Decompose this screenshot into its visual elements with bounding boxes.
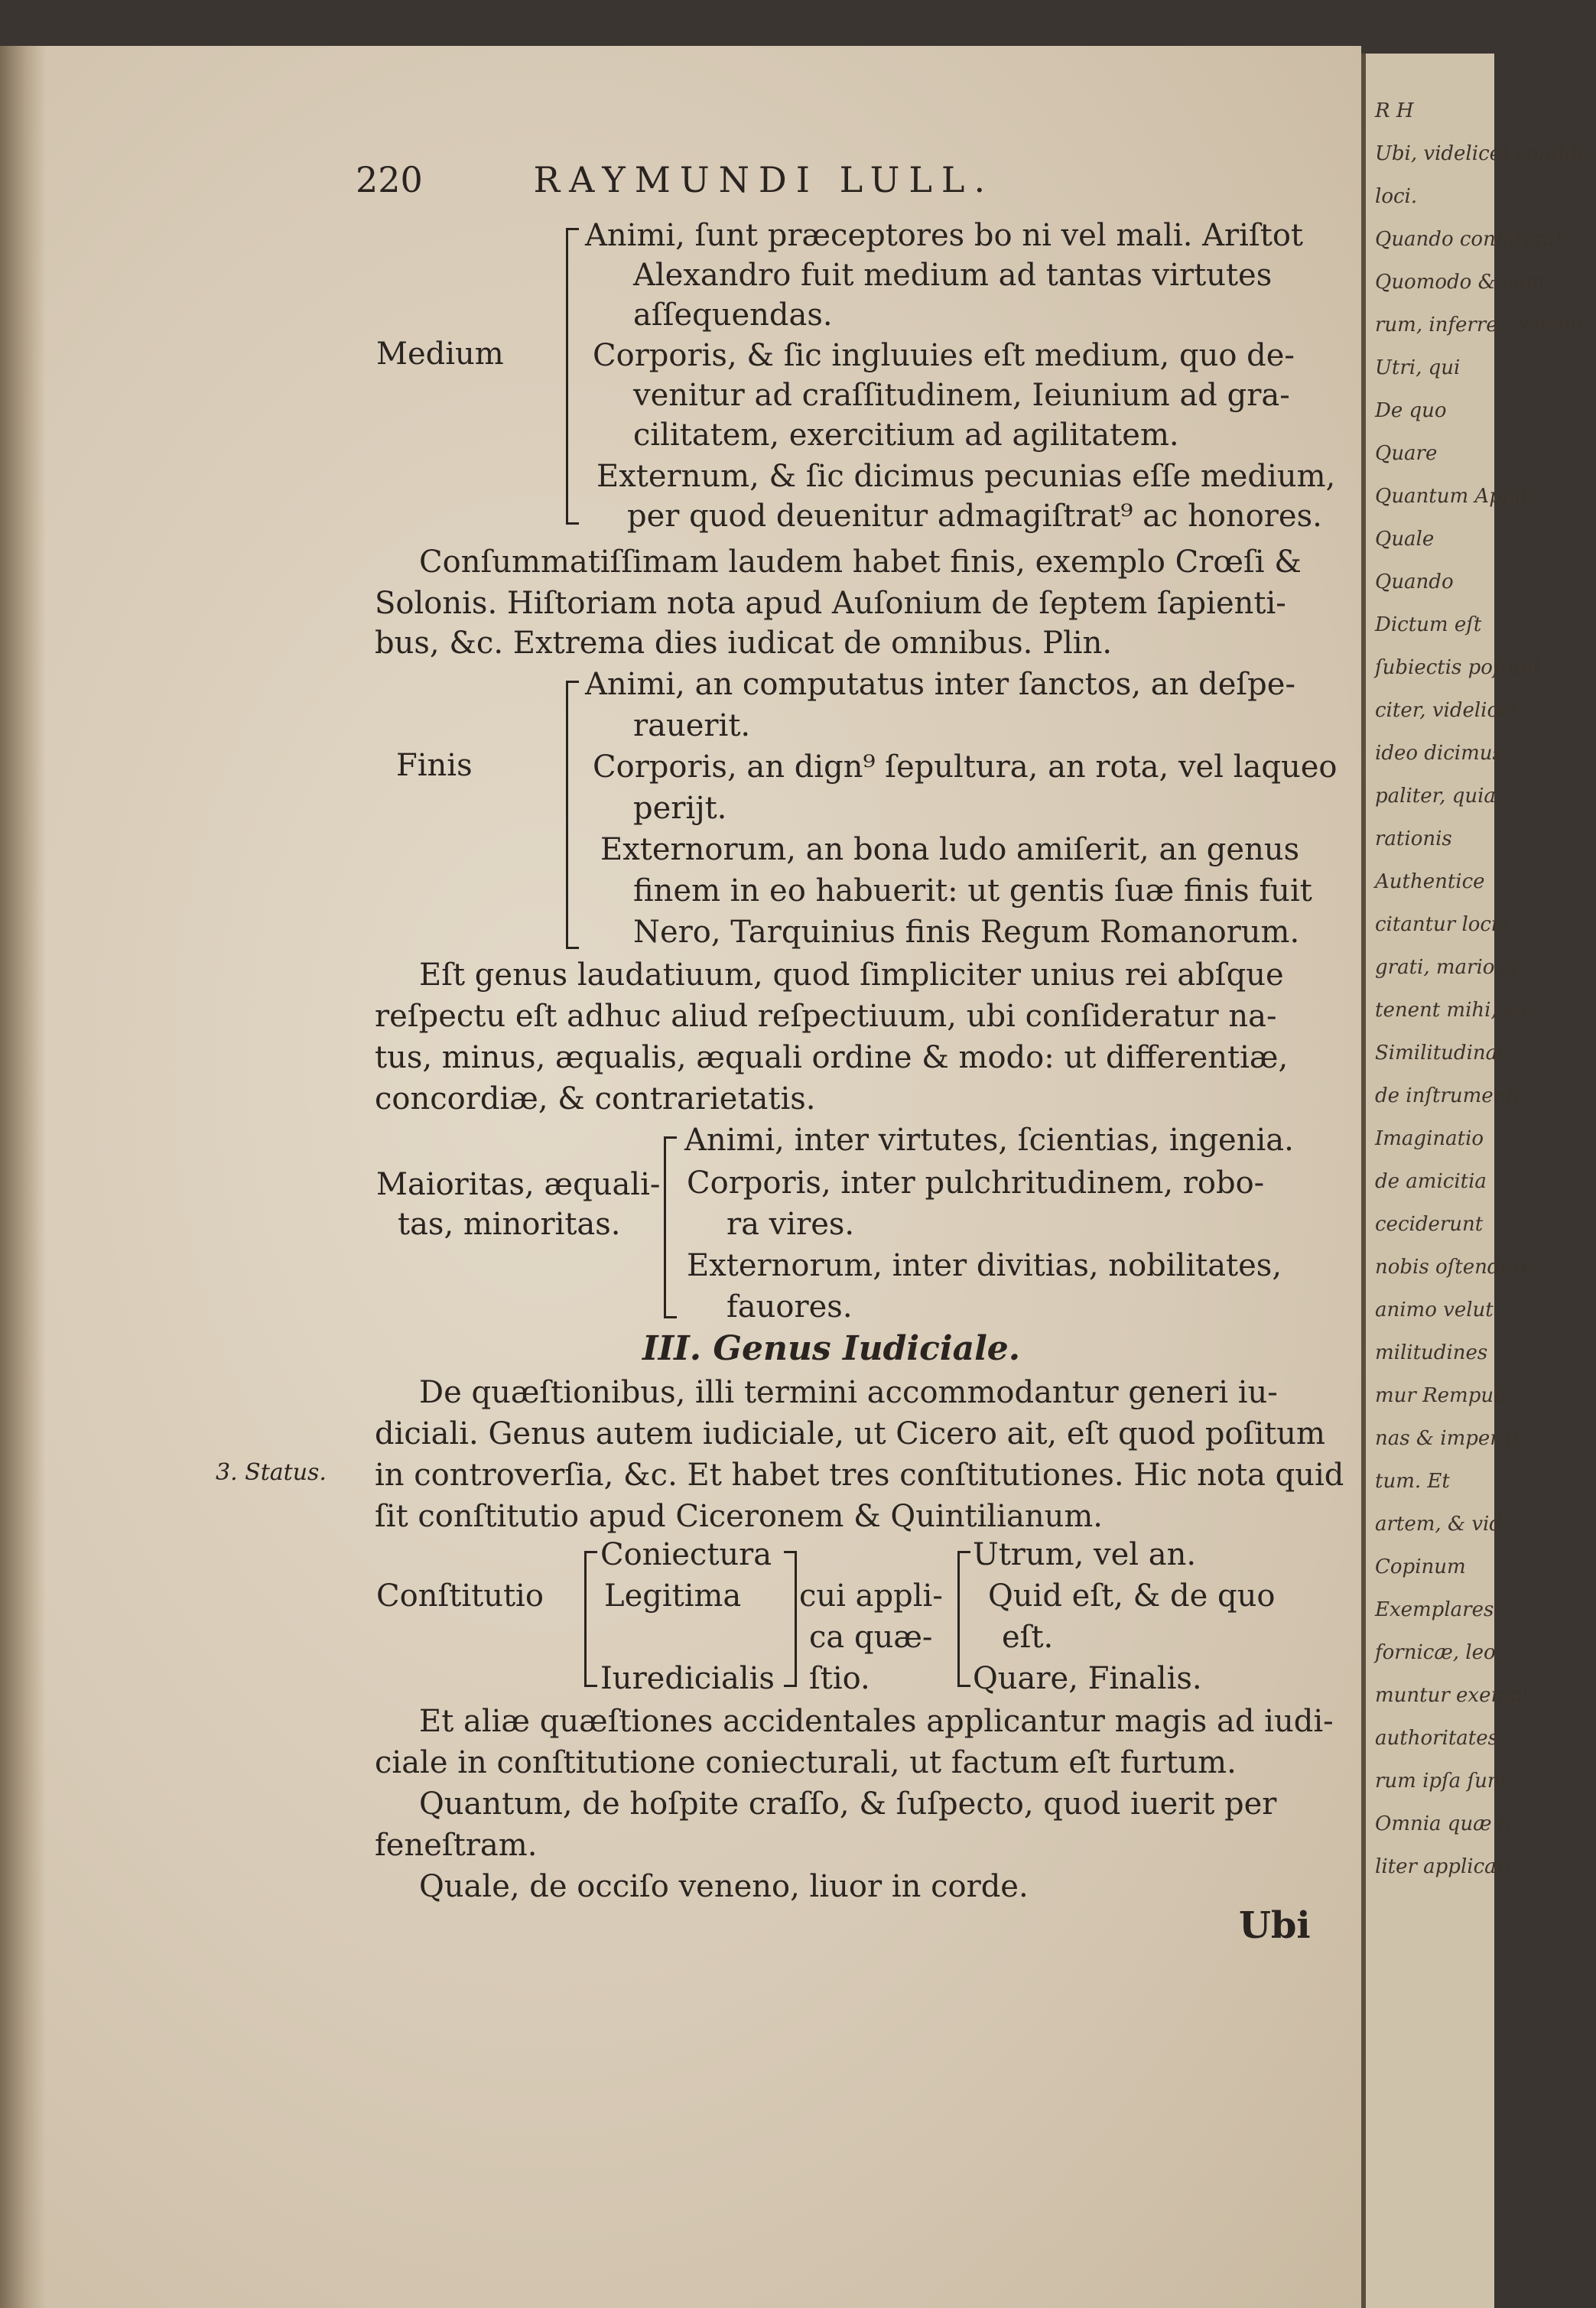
facing-page-line: loci. (1375, 185, 1418, 208)
facing-page-line: De quo (1375, 399, 1447, 422)
finis-line: Nero, Tarquinius finis Regum Romanorum. (633, 915, 1300, 950)
body-line: Quantum, de hoſpite craſſo, & ſuſpecto, quod iuerit per (419, 1786, 1277, 1822)
constitutio-question: Quare, Finalis. (973, 1661, 1202, 1696)
finis-line: Externorum, an bona ludo amiſerit, an genus (600, 832, 1300, 867)
facing-page-line: Authentice (1375, 870, 1485, 893)
medium-line: venitur ad craſſitudinem, Ieiunium ad gra- (633, 378, 1290, 413)
medium-label: Medium (376, 336, 504, 372)
constitutio-type: Legitima (604, 1578, 742, 1614)
constitutio-brace-middle (784, 1551, 797, 1687)
facing-page-line: Quare (1375, 442, 1438, 465)
facing-page-line: militudines (1375, 1341, 1488, 1364)
facing-page-line: paliter, quia (1375, 785, 1496, 808)
finis-line: finem in eo habuerit: ut gentis ſuæ finis fuit (633, 873, 1312, 909)
medium-line: Alexandro fuit medium ad tantas virtutes (633, 258, 1273, 293)
facing-page-line: muntur exempl (1375, 1684, 1529, 1707)
facing-page-line: nobis oſtendere (1375, 1256, 1533, 1279)
constitutio-question: Quid eſt, & de quo (988, 1578, 1276, 1614)
constitutio-middle: ca quæ- (809, 1620, 933, 1655)
body-line: De quæſtionibus, illi termini accommodantur generi iu- (419, 1375, 1278, 1410)
page-number: 220 (356, 159, 423, 200)
facing-page-line: Copinum (1375, 1555, 1466, 1578)
body-line: Solonis. Hiſtoriam nota apud Auſonium de ſeptem ſapienti- (375, 586, 1286, 621)
section-heading: III. Genus Iudiciale. (642, 1329, 1021, 1368)
facing-page-line: Exemplares (1375, 1598, 1494, 1621)
finis-line: rauerit. (633, 708, 751, 743)
constitutio-question: Utrum, vel an. (973, 1537, 1197, 1572)
constitutio-middle: ſtio. (809, 1661, 870, 1696)
maioritas-label: tas, minoritas. (398, 1207, 621, 1242)
running-title: RAYMUNDI LULL. (533, 159, 995, 200)
constitutio-label: Conſtitutio (376, 1578, 544, 1614)
constitutio-brace-right (957, 1551, 970, 1687)
finis-brace (566, 681, 579, 949)
body-line: in controverſia, &c. Et habet tres conſtitutiones. Hic nota quid (375, 1458, 1344, 1493)
facing-page-line: animo velut (1375, 1299, 1494, 1321)
facing-page-line: Imaginatio (1375, 1127, 1484, 1150)
body-line: diciali. Genus autem iudiciale, ut Cicero ait, eſt quod poſitum (375, 1416, 1325, 1451)
facing-page-line: R H (1375, 99, 1414, 122)
facing-page-line: ſubiectis poſſunt (1375, 656, 1542, 679)
constitutio-middle: cui appli- (799, 1578, 943, 1614)
finis-line: perijt. (633, 791, 727, 826)
facing-page-line: Similitudinar (1375, 1042, 1507, 1065)
maioritas-line: fauores. (726, 1289, 853, 1325)
medium-brace (566, 228, 579, 525)
facing-page (1361, 54, 1596, 2308)
body-line: Et aliæ quæſtiones accidentales applicantur magis ad iudi- (419, 1704, 1334, 1739)
maioritas-line: Corporis, inter pulchritudinem, robo- (687, 1165, 1265, 1201)
facing-page-line: Quando (1375, 570, 1454, 593)
facing-page-line: ideo dicimus (1375, 742, 1503, 765)
catchword: Ubi (1239, 1904, 1311, 1947)
facing-page-line: rum ipſa ſumi (1375, 1770, 1513, 1793)
facing-page-line: liter applicari (1375, 1855, 1513, 1878)
medium-line: per quod deuenitur admagiſtrat⁹ ac honores. (627, 499, 1322, 534)
facing-page-line: authoritates (1375, 1727, 1498, 1750)
page-gutter-shadow (0, 46, 46, 2308)
body-line: Conſummatiſſimam laudem habet finis, exemplo Crœſi & (419, 544, 1302, 580)
facing-page-line: tenent mihi, &c. (1375, 999, 1539, 1022)
body-line: ciale in conſtitutione coniecturali, ut factum eſt furtum. (375, 1745, 1237, 1780)
facing-page-line: mur Rempub (1375, 1384, 1507, 1407)
finis-line: Corporis, an dign⁹ ſepultura, an rota, vel laqueo (593, 749, 1338, 785)
facing-page-line: nas & imperat (1375, 1427, 1520, 1450)
maioritas-line: Externorum, inter divitias, nobilitates, (687, 1248, 1282, 1283)
maioritas-line: Animi, inter virtutes, ſcientias, ingenia. (684, 1123, 1294, 1158)
medium-line: Corporis, & ſic ingluuies eſt medium, quo de- (593, 338, 1295, 373)
maioritas-label: Maioritas, æquali- (376, 1167, 661, 1202)
facing-page-line: grati, mario & (1375, 956, 1519, 979)
facing-page-line: Quantum Applic (1375, 485, 1539, 508)
facing-page-line: Dictum eſt (1375, 613, 1482, 636)
facing-page-line: rationis (1375, 827, 1452, 850)
body-line: reſpectu eſt adhuc aliud reſpectiuum, ubi conſideratur na- (375, 999, 1277, 1034)
constitutio-question: eſt. (1002, 1620, 1054, 1655)
body-line: concordiæ, & contrarietatis. (375, 1081, 816, 1117)
facing-page-line: Quomodo & cum (1375, 271, 1545, 294)
facing-page-line: citantur locis (1375, 913, 1508, 936)
facing-page-line: Omnia quæ h (1375, 1812, 1511, 1835)
facing-page-line: rum, inferre, veneno. (1375, 314, 1589, 336)
finis-label: Finis (396, 748, 473, 783)
body-line: bus, &c. Extrema dies iudicat de omnibus. Plin. (375, 626, 1113, 661)
maioritas-line: ra vires. (726, 1207, 855, 1242)
facing-page-line: de amicitia (1375, 1170, 1487, 1193)
facing-page-line: tum. Et (1375, 1470, 1450, 1493)
constitutio-brace-left (584, 1551, 597, 1687)
facing-page-line: de inſtrumento (1375, 1084, 1526, 1107)
facing-page-line: Quando conſiderat (1375, 228, 1564, 251)
margin-note: 3. Status. (216, 1459, 327, 1486)
running-header (356, 159, 994, 200)
body-line: tus, minus, æqualis, æquali ordine & modo: ut differentiæ, (375, 1040, 1289, 1075)
body-line: Quale, de occiſo veneno, liuor in corde. (419, 1869, 1029, 1904)
medium-line: Externum, & ſic dicimus pecunias eſſe medium, (596, 459, 1336, 494)
finis-line: Animi, an computatus inter ſanctos, an deſpe- (585, 667, 1295, 702)
constitutio-type: Iuredicialis (600, 1661, 775, 1696)
medium-line: aſſequendas. (633, 297, 833, 333)
body-line: ſit conſtitutio apud Ciceronem & Quintilianum. (375, 1499, 1103, 1534)
facing-page-line: fornicæ, leo (1375, 1641, 1496, 1664)
facing-page-line: ceciderunt (1375, 1213, 1484, 1236)
facing-page-line: citer, videlicet (1375, 699, 1518, 722)
medium-line: cilitatem, exercitium ad agilitatem. (633, 418, 1179, 453)
medium-line: Animi, ſunt præceptores bo ni vel mali. Ariſtot (585, 218, 1303, 253)
body-line: Eſt genus laudatiuum, quod ſimpliciter unius rei abſque (419, 957, 1284, 993)
body-line: feneſtram. (375, 1828, 538, 1863)
facing-page-line: artem, & vid (1375, 1513, 1503, 1536)
constitutio-type: Coniectura (600, 1537, 772, 1572)
facing-page-line: Utri, qui (1375, 356, 1461, 379)
facing-page-line: Ubi, videlicet conſide- (1375, 142, 1596, 165)
facing-page-line: Quale (1375, 528, 1435, 551)
maioritas-brace (664, 1136, 677, 1318)
